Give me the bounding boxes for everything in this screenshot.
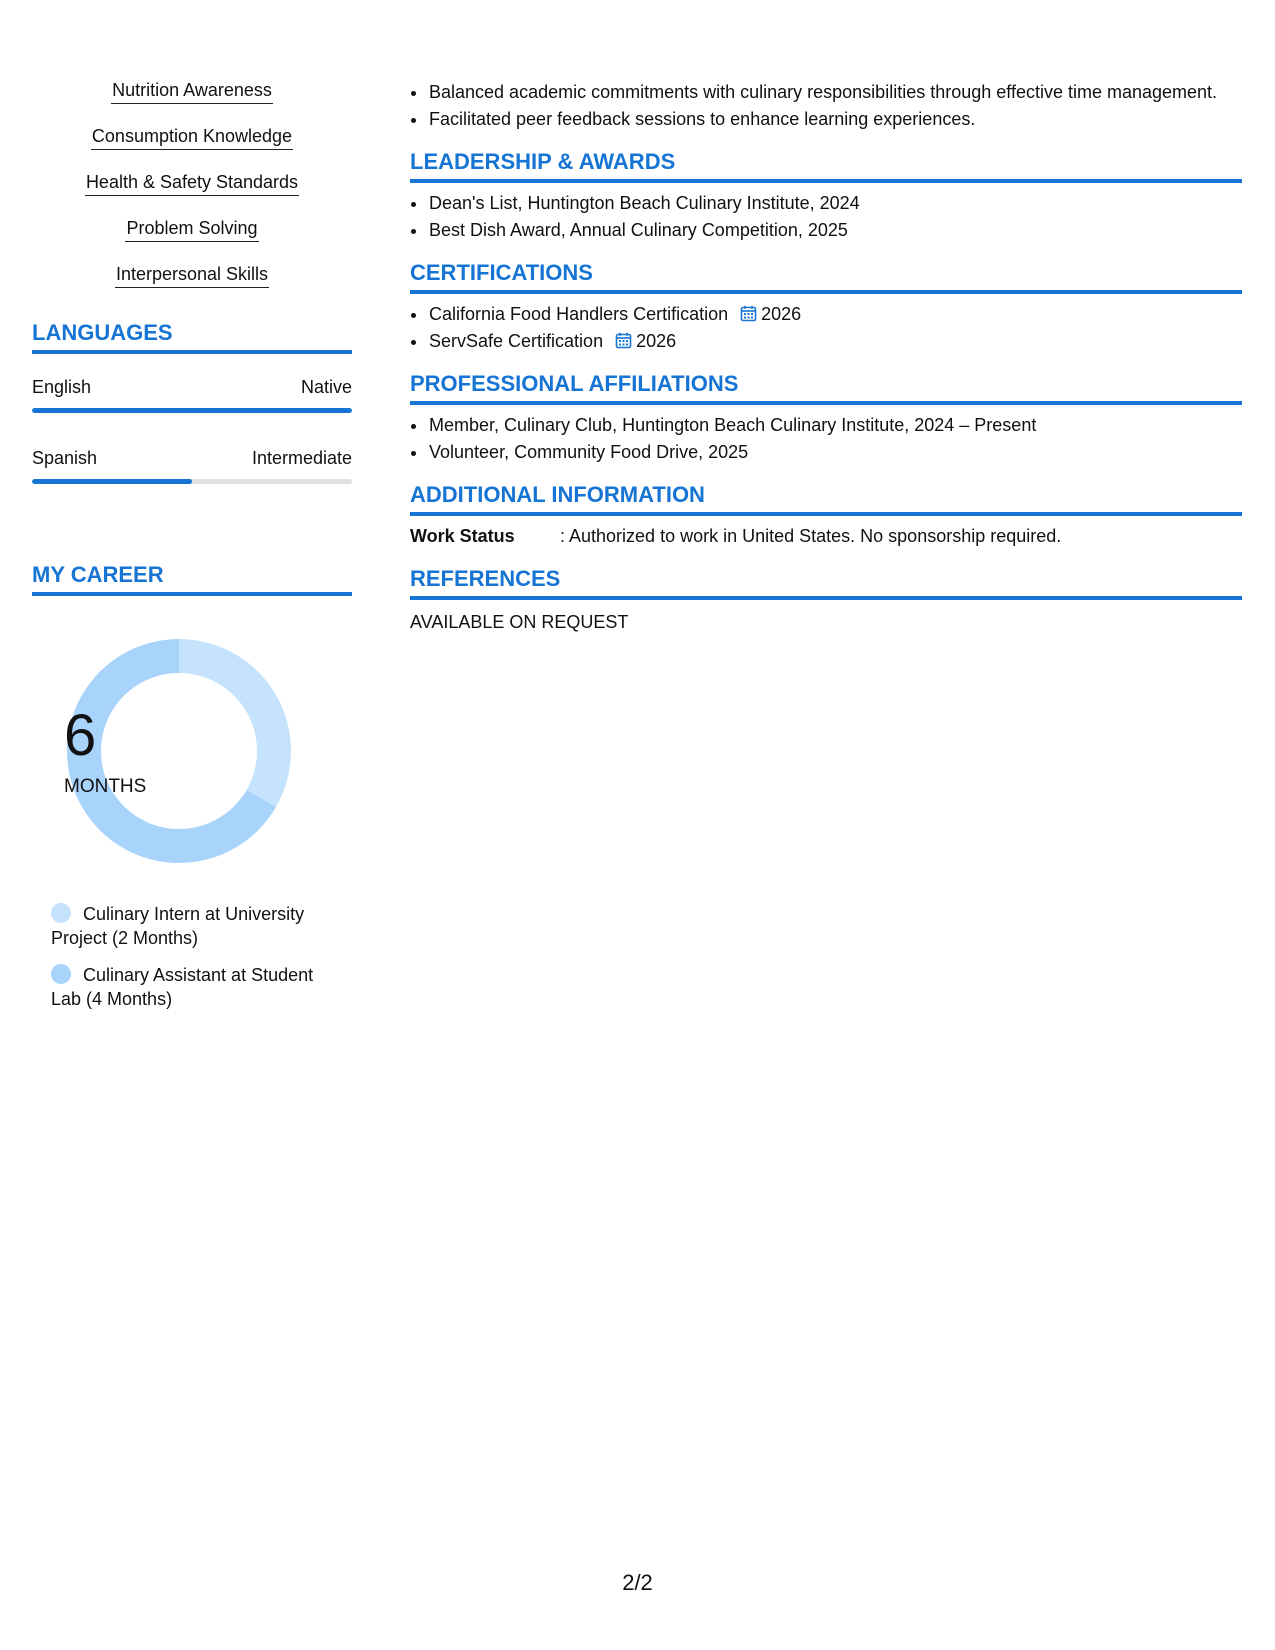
language-name: Spanish bbox=[32, 448, 98, 468]
career-donut-chart bbox=[64, 636, 294, 866]
language-proficiency-bar bbox=[32, 479, 352, 484]
references-text: AVAILABLE ON REQUEST bbox=[410, 612, 629, 632]
language-name: English bbox=[32, 377, 92, 397]
language-proficiency-fill bbox=[32, 479, 192, 484]
career-unit: MONTHS bbox=[64, 776, 147, 797]
list-item: • Facilitated peer feedback sessions to enhance learning experiences. bbox=[428, 107, 1242, 131]
page-number: 2/2 bbox=[622, 1570, 653, 1595]
career-title: MY CAREER bbox=[32, 562, 352, 596]
language-level: Intermediate bbox=[251, 448, 352, 468]
skill-item bbox=[32, 216, 352, 242]
list-item: • Dean's List, Huntington Beach Culinary Institute, 2024 bbox=[428, 191, 1242, 215]
certification-name: California Food Handlers Certification bbox=[429, 304, 729, 324]
language-item bbox=[32, 376, 352, 413]
calendar-icon bbox=[740, 304, 757, 321]
list-item: • Best Dish Award, Annual Culinary Competition, 2025 bbox=[428, 218, 1242, 242]
list-item bbox=[428, 302, 1242, 326]
certification-year: 2026 bbox=[636, 331, 677, 351]
career-legend bbox=[32, 902, 352, 1011]
legend-item bbox=[51, 902, 341, 950]
certifications-list bbox=[410, 302, 1242, 353]
skill-item bbox=[32, 78, 352, 104]
skill-label: Consumption Knowledge bbox=[91, 124, 293, 150]
right-column bbox=[410, 78, 1242, 634]
languages-section bbox=[32, 320, 352, 484]
skills-list bbox=[32, 78, 352, 288]
skill-label: Nutrition Awareness bbox=[111, 78, 273, 104]
additional-section bbox=[410, 482, 1242, 548]
leadership-section bbox=[410, 149, 1242, 242]
skill-item bbox=[32, 262, 352, 288]
skill-label: Problem Solving bbox=[125, 216, 258, 242]
certifications-title: CERTIFICATIONS bbox=[410, 260, 1242, 294]
references-title: REFERENCES bbox=[410, 566, 1242, 600]
references-section bbox=[410, 566, 1242, 634]
certifications-section bbox=[410, 260, 1242, 353]
career-total: 6 bbox=[64, 703, 97, 768]
leadership-list bbox=[410, 191, 1242, 242]
left-column bbox=[32, 78, 352, 1024]
list-item: • Member, Culinary Club, Huntington Beach Culinary Institute, 2024 – Present bbox=[428, 413, 1242, 437]
skill-label: Interpersonal Skills bbox=[115, 262, 269, 288]
legend-label: Culinary Assistant at Student Lab (4 Months) bbox=[51, 965, 314, 1009]
legend-dot bbox=[51, 903, 71, 923]
legend-dot bbox=[51, 964, 71, 984]
list-item bbox=[428, 329, 1242, 353]
list-item: • Balanced academic commitments with culinary responsibilities through effective time management. bbox=[428, 80, 1242, 104]
skill-item bbox=[32, 170, 352, 196]
additional-title: ADDITIONAL INFORMATION bbox=[410, 482, 1242, 516]
career-section bbox=[32, 562, 352, 1011]
language-item bbox=[32, 447, 352, 484]
list-item: • Volunteer, Community Food Drive, 2025 bbox=[428, 440, 1242, 464]
language-level: Native bbox=[300, 377, 352, 397]
experience-bullets bbox=[410, 80, 1242, 131]
affiliations-list bbox=[410, 413, 1242, 464]
skill-item bbox=[32, 124, 352, 150]
work-status-value: : Authorized to work in United States. No sponsorship required. bbox=[560, 526, 1062, 546]
language-proficiency-fill bbox=[32, 408, 352, 413]
languages-title: LANGUAGES bbox=[32, 320, 352, 354]
legend-item bbox=[51, 963, 341, 1011]
affiliations-section bbox=[410, 371, 1242, 464]
leadership-title: LEADERSHIP & AWARDS bbox=[410, 149, 1242, 183]
language-proficiency-bar bbox=[32, 408, 352, 413]
affiliations-title: PROFESSIONAL AFFILIATIONS bbox=[410, 371, 1242, 405]
certification-name: ServSafe Certification bbox=[429, 331, 604, 351]
work-status-label: Work Status bbox=[410, 526, 515, 546]
calendar-icon bbox=[615, 331, 632, 348]
work-status-row bbox=[410, 524, 1242, 548]
certification-year: 2026 bbox=[761, 304, 802, 324]
skill-label: Health & Safety Standards bbox=[85, 170, 299, 196]
legend-label: Culinary Intern at University Project (2 Months) bbox=[51, 904, 305, 948]
